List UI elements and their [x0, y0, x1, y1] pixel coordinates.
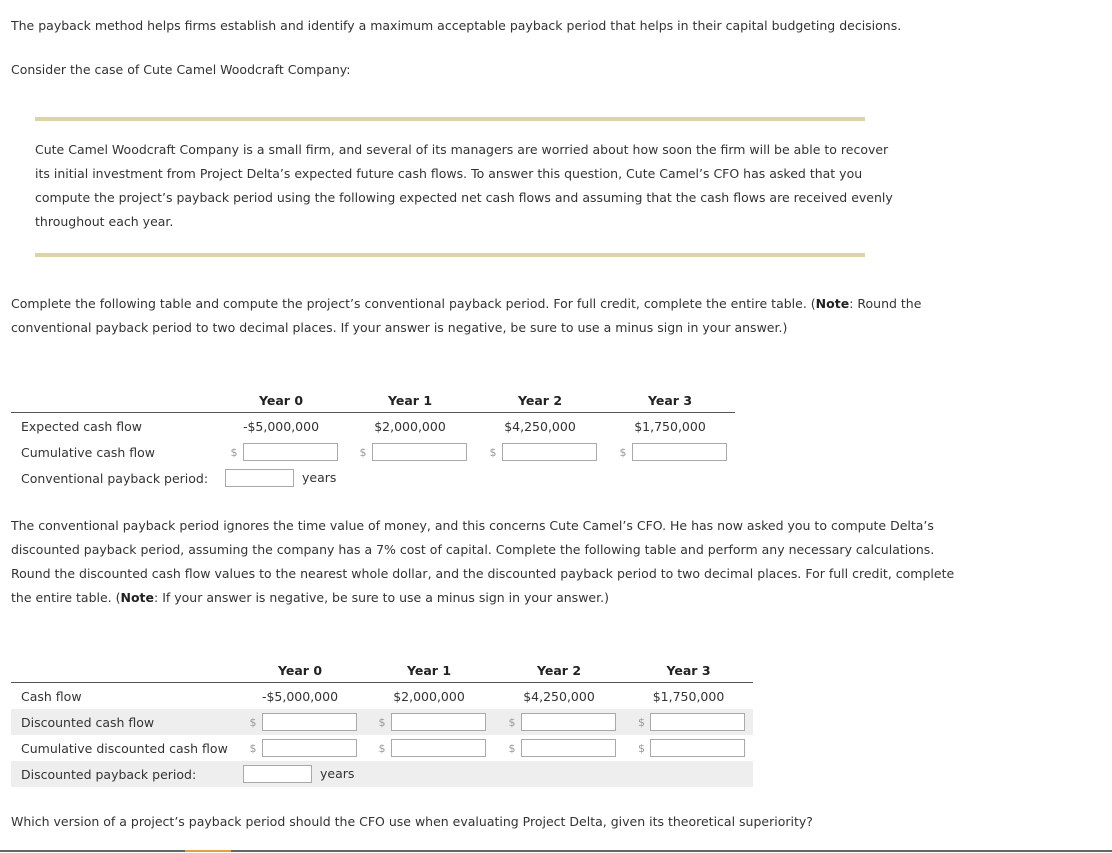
note-label: Note [815, 296, 850, 311]
dollar-sign: $ [619, 445, 627, 459]
question-text: Which version of a project’s payback period should the CFO use when evaluating Project Delta, given its theoretical superiority? [11, 814, 813, 829]
dollar-sign: $ [249, 741, 257, 755]
instruction-2-text: : If your answer is negative, be sure to use a minus sign in your answer.) [154, 590, 609, 605]
cumulative-cash-flow-input-year-2[interactable] [502, 443, 597, 461]
discounted-cash-flow-row [11, 709, 753, 735]
instruction-1-text: conventional payback period to two decimal places. If your answer is negative, be sure to use a minus sign in your answer.) [11, 320, 788, 335]
conventional-payback-row [11, 465, 735, 491]
dollar-sign: $ [508, 741, 516, 755]
case-box [35, 138, 893, 234]
discounted-cash-flow-input-year-1[interactable] [391, 713, 486, 731]
discounted-cash-flow-input-year-2[interactable] [521, 713, 616, 731]
cumulative-discounted-input-year-3[interactable] [650, 739, 745, 757]
dollar-sign: $ [638, 715, 645, 729]
year-0-header: Year 0 [217, 388, 345, 413]
instruction-1-text: Complete the following table and compute the project’s conventional payback period. For full credit, complete the entire table. ( [11, 296, 816, 311]
cash-value: $2,000,000 [393, 688, 465, 704]
instruction-1 [11, 292, 921, 340]
case-line: Cute Camel Woodcraft Company is a small firm, and several of its managers are worried about how soon the firm will be able to recover [35, 142, 889, 157]
cash-value: $2,000,000 [374, 418, 446, 434]
cash-flow-row [11, 683, 753, 710]
year-2-header: Year 2 [475, 388, 605, 413]
instruction-2-text: Round the discounted cash flow values to the nearest whole dollar, and the discounted payback period to two decimal places. For full credit, complete [11, 566, 955, 581]
discounted-cash-flow-input-year-0[interactable] [262, 713, 357, 731]
discounted-cash-flow-input-year-3[interactable] [650, 713, 745, 731]
row-label: Cumulative discounted cash flow [21, 740, 228, 756]
note-label: Note [120, 590, 155, 605]
dollar-sign: $ [249, 715, 257, 729]
cash-value: -$5,000,000 [261, 688, 339, 704]
years-unit: years [320, 765, 355, 781]
year-0-header: Year 0 [236, 658, 364, 683]
cumulative-cash-flow-input-year-0[interactable] [243, 443, 338, 461]
case-line: throughout each year. [35, 214, 174, 229]
discounted-payback-table [11, 658, 753, 787]
instruction-2 [11, 514, 954, 610]
cumulative-cash-flow-input-year-1[interactable] [372, 443, 467, 461]
dollar-sign: $ [230, 445, 238, 459]
bottom-accent [185, 850, 231, 852]
cumulative-discounted-input-year-1[interactable] [391, 739, 486, 757]
cash-value: -$5,000,000 [242, 418, 320, 434]
consider-text: Consider the case of Cute Camel Woodcraft Company: [11, 62, 351, 77]
row-label: Discounted cash flow [11, 709, 236, 735]
year-3-header: Year 3 [605, 388, 735, 413]
intro-text: The payback method helps firms establish and identify a maximum acceptable payback period that helps in their capital budgeting decisions. [11, 18, 902, 33]
years-unit: years [302, 469, 337, 485]
conventional-payback-table [11, 388, 735, 491]
instruction-1-text: : Round the [849, 296, 922, 311]
dollar-sign: $ [489, 445, 497, 459]
discounted-payback-row [11, 761, 753, 787]
instruction-2-text: The conventional payback period ignores the time value of money, and this concerns Cute Camel’s CFO. He has now asked you to compute Delta’s [11, 518, 934, 533]
dollar-sign: $ [378, 715, 386, 729]
case-bottom-rule [35, 253, 865, 257]
dollar-sign: $ [508, 715, 516, 729]
dollar-sign: $ [378, 741, 386, 755]
year-2-header: Year 2 [494, 658, 624, 683]
cash-value: $4,250,000 [523, 688, 595, 704]
dollar-sign: $ [638, 741, 645, 755]
conventional-payback-input[interactable] [225, 469, 294, 487]
cash-value: $1,750,000 [652, 688, 725, 704]
cumulative-discounted-cash-flow-row [11, 735, 753, 761]
case-line: compute the project’s payback period using the following expected net cash flows and assuming that the cash flows are received evenly [35, 190, 893, 205]
row-label: Cumulative cash flow [21, 444, 156, 460]
cumulative-cash-flow-input-year-3[interactable] [632, 443, 727, 461]
instruction-2-text: the entire table. ( [11, 590, 121, 605]
row-label: Conventional payback period: [21, 470, 209, 486]
case-line: its initial investment from Project Delta’s expected future cash flows. To answer this question, Cute Camel’s CFO has asked that you [35, 166, 863, 181]
instruction-2-text: discounted payback period, assuming the company has a 7% cost of capital. Complete the following table and perform any necessary calculations. [11, 542, 935, 557]
year-1-header: Year 1 [345, 388, 475, 413]
expected-cash-flow-row [11, 413, 735, 440]
cumulative-discounted-input-year-0[interactable] [262, 739, 357, 757]
row-label: Discounted payback period: [11, 761, 236, 787]
year-1-header: Year 1 [364, 658, 494, 683]
case-top-rule [35, 117, 865, 121]
year-3-header: Year 3 [624, 658, 753, 683]
dollar-sign: $ [359, 445, 367, 459]
cash-value: $4,250,000 [504, 418, 576, 434]
bottom-divider [0, 850, 1112, 852]
cumulative-cash-flow-row [11, 439, 735, 465]
cash-value: $1,750,000 [634, 418, 706, 434]
discounted-payback-input[interactable] [243, 765, 312, 783]
cumulative-discounted-input-year-2[interactable] [521, 739, 616, 757]
row-label: Cash flow [21, 688, 82, 704]
row-label: Expected cash flow [21, 418, 142, 434]
